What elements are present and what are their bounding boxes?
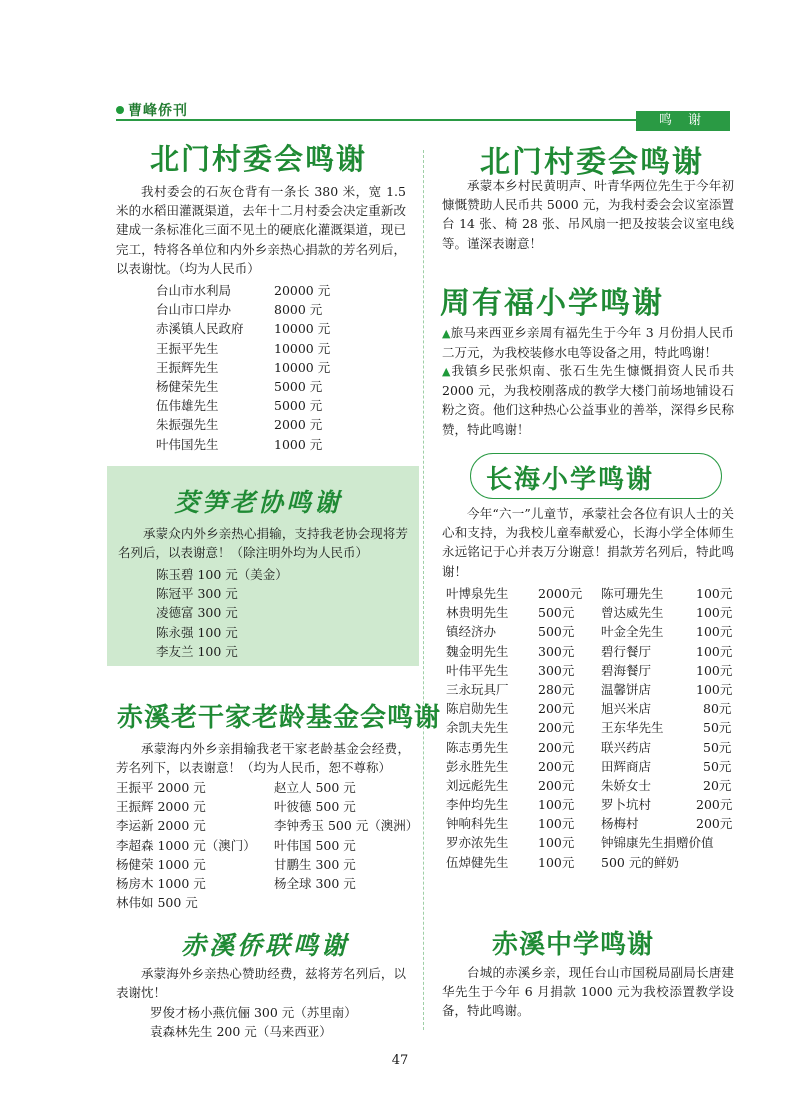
article-title: 长海小学鸣谢 (486, 465, 655, 495)
list-item: 王振辉 2000 元 叶彼德 500 元 (116, 799, 356, 815)
article-title: 赤溪侨联鸣谢 (181, 931, 350, 960)
list-item: 陈玉碧 100 元（美金） (156, 567, 288, 582)
list-item: 彭永胜先生 200元 田辉商店 50元 (446, 758, 732, 774)
journal-name: 曹峰侨刊 (116, 100, 188, 120)
list-item: 林伟如 500 元 (116, 895, 198, 911)
list-item: 台山市水利局 20000 元 (156, 283, 331, 298)
article-body: 台城的赤溪乡亲，现任台山市国税局副局长唐建华先生于今年 6 月捐款 1000 元为我校添置教学设备，特此鸣谢。 (442, 965, 734, 1019)
list-item: 陈启勋先生 200元 旭兴米店 80元 (446, 701, 732, 717)
article-body: 承蒙本乡村民黄明声、叶青华两位先生于今年初慷慨赞助人民币共 5000 元，为我村委会会议室添置台 14 张、椅 28 张、吊风扇一把及按装会议室电线等。谨深表谢意！ (442, 178, 734, 251)
donor-list (156, 281, 356, 454)
article-body: 承蒙海外乡亲热心赞助经费，兹将芳名列后，以表谢忱！ (116, 966, 406, 1001)
article-title: 北门村委会鸣谢 (150, 142, 368, 176)
list-item: 朱振强先生 2000 元 (156, 417, 323, 433)
list-item: 王振平先生 10000 元 (156, 340, 331, 356)
list-item: 王振平 2000 元 赵立人 500 元 (116, 780, 356, 795)
list-item: 王振辉先生 10000 元 (156, 359, 331, 375)
list-item: 镇经济办 500元 叶金全先生 100元 (446, 624, 733, 640)
article-body: ▲我镇乡民张炽南、张石生先生慷慨捐资人民币共 2000 元，为我校刚落成的教学大楼门前场地铺设石粉之资。他们这种热心公益事业的善举，深得乡民称赞，特此鸣谢！ (442, 363, 734, 437)
article-body: 承蒙海内外乡亲捐输我老干家老龄基金会经费，芳名列下，以表谢意！（均为人民币，恕不尊称） (116, 741, 410, 776)
list-item: 刘远彪先生 200元 朱娇女士 20元 (446, 777, 732, 793)
list-item: 凌德富 300 元 (156, 605, 238, 621)
list-item: 叶伟国先生 1000 元 (156, 436, 323, 452)
list-item: 赤溪镇人民政府 10000 元 (156, 321, 331, 337)
list-item: 杨健荣先生 5000 元 (156, 378, 323, 394)
list-item: 陈志勇先生 200元 联兴药店 50元 (446, 739, 732, 755)
article-body: 今年“六一”儿童节，承蒙社会各位有识人士的关心和支持，为我校儿童奉献爱心，长海小学全体师生永远铭记于心并表万分谢意！捐款芳名列后，特此鸣谢！ (442, 506, 734, 579)
list-item: 叶博泉先生 2000元 陈可珊先生 100元 (446, 586, 733, 601)
donor-list (156, 565, 396, 661)
list-item: 余凯夫先生 200元 王东华先生 50元 (446, 720, 732, 736)
list-item: 陈永强 100 元 (156, 624, 238, 640)
list-item: 林贵明先生 500元 曾达威先生 100元 (446, 605, 733, 621)
article-title: 北门村委会鸣谢 (480, 145, 704, 180)
donor-list (150, 1003, 410, 1041)
list-item: 三永玩具厂 280元 温馨饼店 100元 (446, 681, 733, 697)
page-number: 47 (391, 1053, 409, 1068)
list-item: 杨健荣 1000 元 甘鹏生 300 元 (116, 856, 356, 872)
list-item: 魏金明先生 300元 碧行餐厅 100元 (446, 643, 733, 659)
article-body: ▲旅马来西亚乡亲周有福先生于今年 3 月份捐人民币二万元，为我校装修水电等设备之用，特此鸣谢！ (442, 325, 734, 361)
article-title: 周有福小学鸣谢 (440, 286, 664, 321)
triangle-icon: ▲ (442, 365, 452, 378)
column-divider (423, 150, 424, 1030)
donor-list (116, 778, 419, 912)
list-item: 台山市口岸办 8000 元 (156, 302, 323, 318)
article-title: 赤溪中学鸣谢 (492, 930, 655, 960)
list-item: 钟响科先生 100元 杨梅村 200元 (446, 816, 733, 832)
bullet-icon (116, 106, 124, 114)
list-item: 伍伟雄先生 5000 元 (156, 398, 323, 414)
list-item: 李超森 1000 元（澳门） 叶伟国 500 元 (116, 837, 356, 853)
column-tag: 鸣 谢 (636, 111, 730, 131)
list-item: 袁森林先生 200 元（马来西亚） (150, 1024, 332, 1040)
article-body: 我村委会的石灰仓背有一条长 380 米，宽 1.5 米的水稻田灌溉渠道，去年十二月村委会决定重新改建成一条标准化三面不见土的硬底化灌溉渠道，现已完工，特将各单位和内外乡亲热心捐款的芳名列后，以表谢忱。（均为人民币） (116, 184, 406, 276)
list-item: 李仲均先生 100元 罗卜坑村 200元 (446, 797, 733, 813)
list-item: 罗亦浓先生 100元 钟锦康先生捐赠价值 (446, 835, 714, 851)
article-title: 茭笋老协鸣谢 (174, 488, 343, 517)
donor-list (446, 584, 736, 872)
header-rule (116, 119, 636, 121)
triangle-icon: ▲ (442, 327, 451, 340)
list-item: 杨房木 1000 元 杨全球 300 元 (116, 875, 356, 891)
list-item: 李运新 2000 元 李钟秀玉 500 元（澳洲） (116, 818, 419, 834)
article-title: 赤溪老干家老龄基金会鸣谢 (117, 703, 442, 733)
list-item: 李友兰 100 元 (156, 643, 238, 659)
list-item: 陈冠平 300 元 (156, 586, 238, 602)
list-item: 叶伟平先生 300元 碧海餐厅 100元 (446, 662, 733, 678)
list-item: 罗俊才杨小燕伉俪 300 元（苏里南） (150, 1005, 357, 1020)
list-item: 伍焯健先生 100元 500 元的鲜奶 (446, 854, 679, 870)
article-body: 承蒙众内外乡亲热心捐输，支持我老协会现将芳名列后，以表谢意！（除注明外均为人民币） (118, 526, 408, 561)
